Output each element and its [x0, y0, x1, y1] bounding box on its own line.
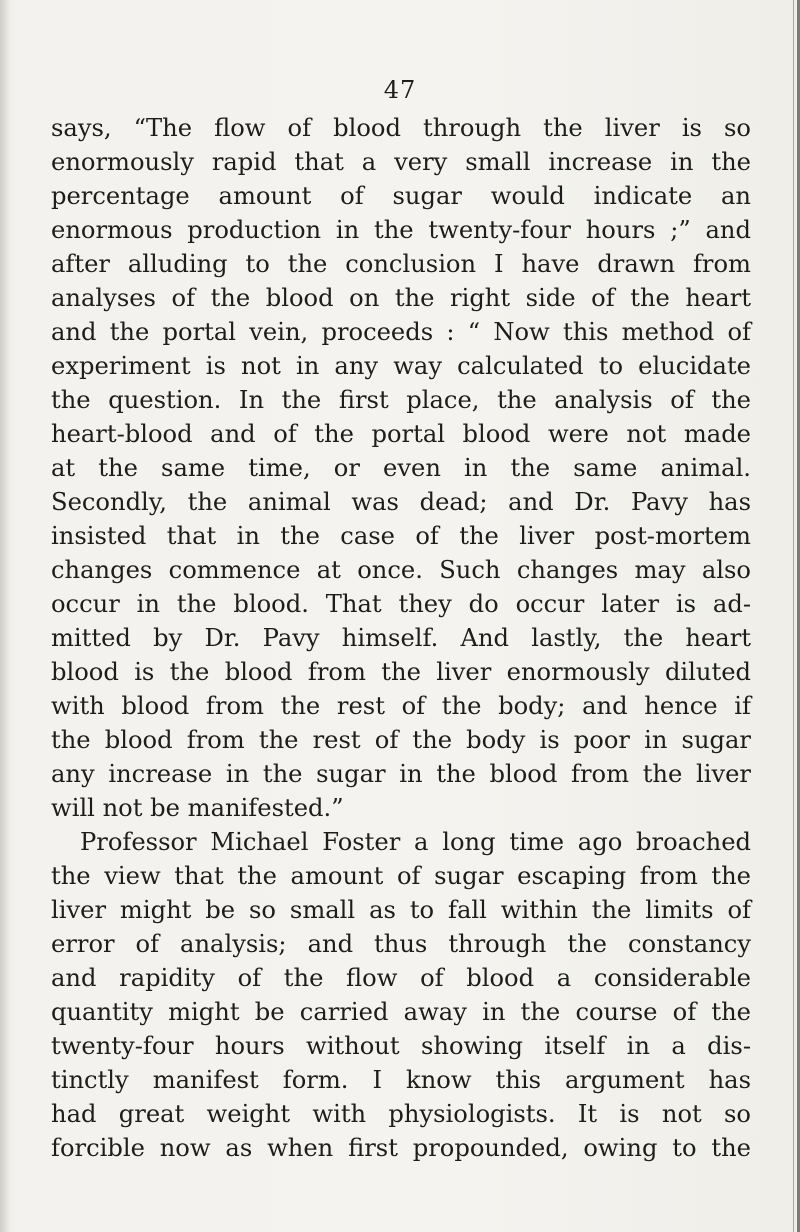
text-line: forcible now as when first propounded, owing to the	[51, 1134, 751, 1162]
text-line: will not be manifested.”	[51, 794, 344, 822]
text-line: after alluding to the conclusion I have drawn from	[51, 250, 751, 278]
text-line: twenty-four hours without showing itself in a dis-	[51, 1032, 751, 1060]
text-line: Secondly, the animal was dead; and Dr. Pavy has	[51, 488, 751, 516]
text-line: the blood from the rest of the body is poor in sugar	[51, 726, 751, 754]
page-number: 47	[383, 76, 417, 104]
text-line: quantity might be carried away in the course of the	[51, 998, 751, 1026]
text-line: and rapidity of the flow of blood a considerable	[51, 964, 751, 992]
text-line: with blood from the rest of the body; and hence if	[51, 692, 751, 720]
text-line: enormously rapid that a very small increase in the	[51, 148, 751, 176]
text-line: and the portal vein, proceeds : “ Now this method of	[51, 318, 751, 346]
text-line: mitted by Dr. Pavy himself. And lastly, the heart	[51, 624, 751, 652]
page-edge-line	[793, 0, 794, 1232]
text-line: at the same time, or even in the same animal.	[51, 454, 751, 482]
text-line: the question. In the first place, the analysis of the	[51, 386, 751, 414]
text-line: blood is the blood from the liver enormously diluted	[51, 658, 751, 686]
text-line: tinctly manifest form. I know this argument has	[51, 1066, 751, 1094]
text-line: the view that the amount of sugar escaping from the	[51, 862, 751, 890]
text-line: says, “The flow of blood through the liver is so	[51, 114, 751, 142]
text-line: had great weight with physiologists. It is not so	[51, 1100, 751, 1128]
text-line: heart-blood and of the portal blood were not made	[51, 420, 751, 448]
text-line: occur in the blood. That they do occur later is ad-	[51, 590, 751, 618]
text-line: enormous production in the twenty-four hours ;” and	[51, 216, 751, 244]
binding-shadow	[0, 0, 10, 1232]
text-line: any increase in the sugar in the blood from the liver	[51, 760, 751, 788]
text-line: analyses of the blood on the right side of the heart	[51, 284, 751, 312]
text-line: error of analysis; and thus through the constancy	[51, 930, 751, 958]
text-line: liver might be so small as to fall within the limits of	[51, 896, 751, 924]
paragraph-first-line: Professor Michael Foster a long time ago broached	[80, 828, 751, 856]
text-line: experiment is not in any way calculated to elucidate	[51, 352, 751, 380]
body-text	[51, 111, 751, 1165]
text-line: changes commence at once. Such changes may also	[51, 556, 751, 584]
text-line: insisted that in the case of the liver post-mortem	[51, 522, 751, 550]
text-line: percentage amount of sugar would indicate an	[51, 182, 751, 210]
